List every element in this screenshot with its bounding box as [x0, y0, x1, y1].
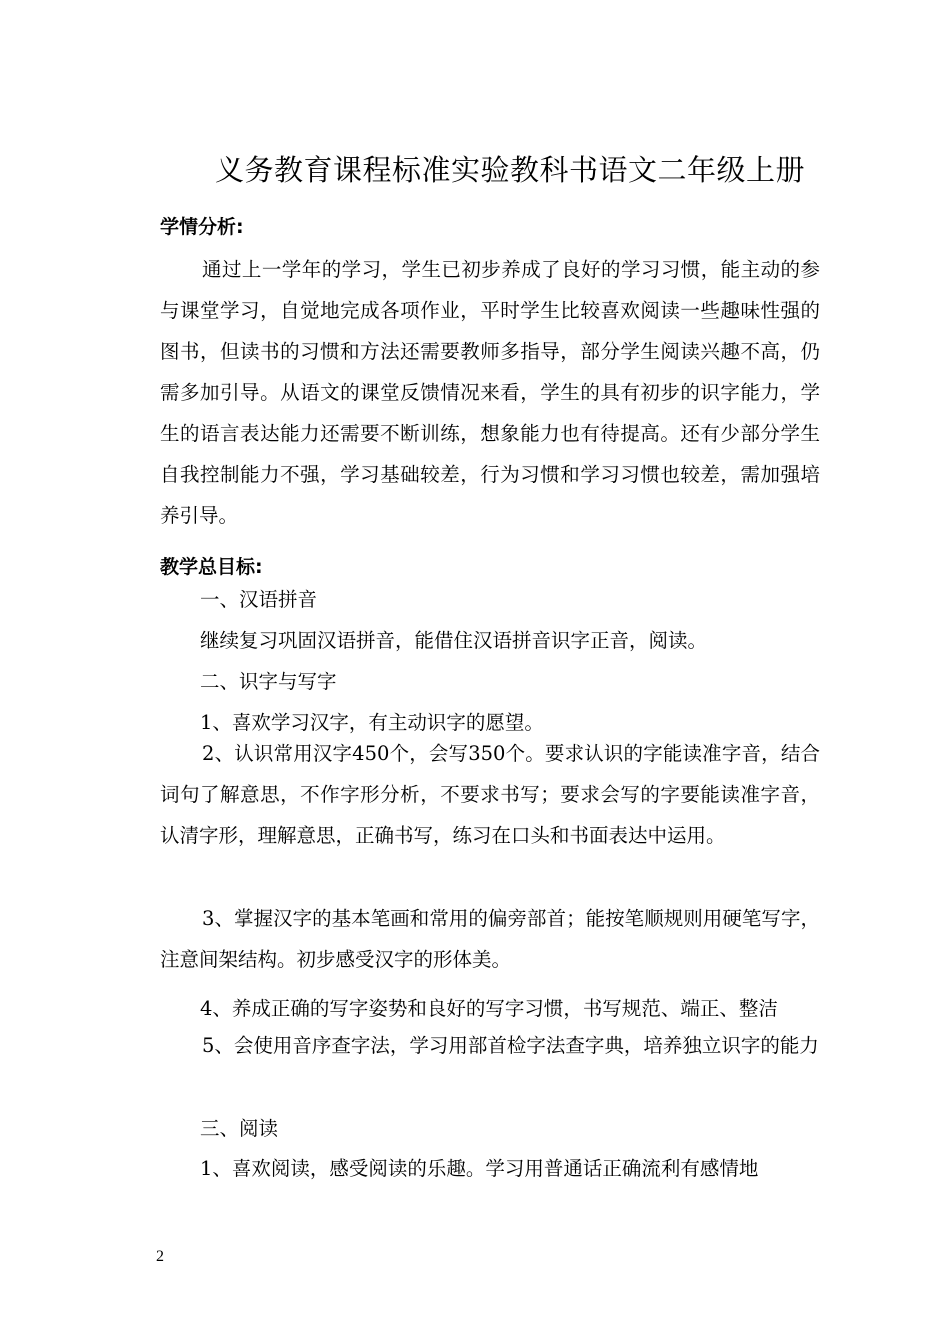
- subsection-title-reading: 三、阅读: [200, 1117, 279, 1140]
- section-heading-learning-analysis: 学情分析:: [160, 216, 244, 238]
- literacy-goal-item-1: 1、喜欢学习汉字，有主动识字的愿望。: [200, 711, 544, 734]
- document-title: 义务教育课程标准实验教科书语文二年级上册: [214, 153, 805, 187]
- subsection-title-literacy: 二、识字与写字: [200, 670, 337, 693]
- section-heading-teaching-goals: 教学总目标:: [160, 556, 263, 578]
- page-number: 2: [156, 1248, 164, 1265]
- literacy-goal-item-4: 4、养成正确的写字姿势和良好的写字习惯，书写规范、端正、整洁: [200, 997, 778, 1020]
- literacy-goal-item-3: 3、掌握汉字的基本笔画和常用的偏旁部首；能按笔顺规则用硬笔写字，注意间架结构。初步感受汉字的形体美。: [160, 907, 820, 971]
- pinyin-goal-text: 继续复习巩固汉语拼音，能借住汉语拼音识字正音，阅读。: [200, 629, 708, 652]
- reading-goal-item-1: 1、喜欢阅读，感受阅读的乐趣。学习用普通话正确流利有感情地: [200, 1157, 759, 1180]
- literacy-goal-item-5: 5、会使用音序查字法，学习用部首检字法查字典，培养独立识字的能力: [202, 1034, 819, 1057]
- literacy-goal-item-2: 2、认识常用汉字450个，会写350个。要求认识的字能读准字音，结合词句了解意思，不作字形分析，不要求书写；要求会写的字要能读准字音，认清字形，理解意思，正确书写，练习在口头和书面表达中运用。: [160, 742, 820, 847]
- subsection-title-pinyin: 一、汉语拼音: [200, 588, 318, 611]
- learning-analysis-paragraph: 通过上一学年的学习，学生已初步养成了良好的学习习惯，能主动的参与课堂学习，自觉地完成各项作业，平时学生比较喜欢阅读一些趣味性强的图书，但读书的习惯和方法还需要教师多指导，部分学生阅读兴趣不高，仍需多加引导。从语文的课堂反馈情况来看，学生的具有初步的识字能力，学生的语言表达能力还需要不断训练，想象能力也有待提高。还有少部分学生自我控制能力不强，学习基础较差，行为习惯和学习习惯也较差，需加强培养引导。: [160, 258, 820, 527]
